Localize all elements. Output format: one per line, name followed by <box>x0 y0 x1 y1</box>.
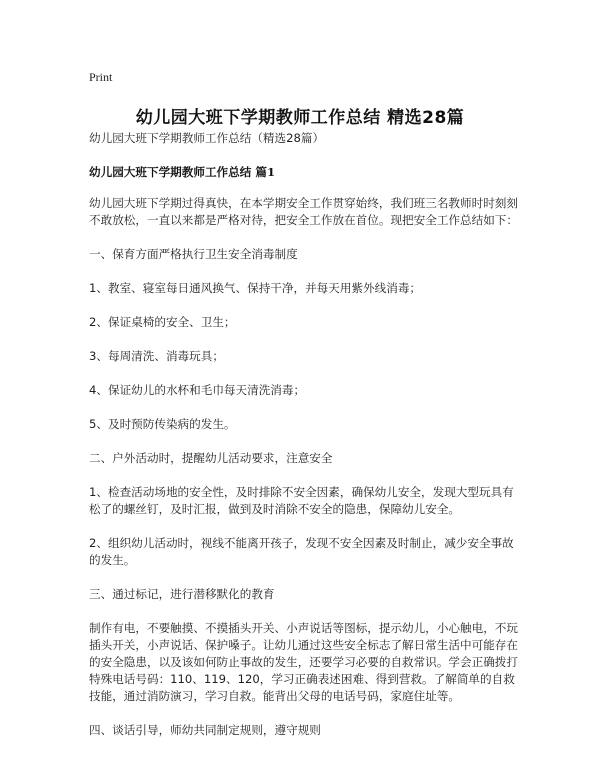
outdoor-item-1: 1、检查活动场地的安全性，及时排除不安全因素，确保幼儿安全，发现大型玩具有松了的螺丝钉，及时汇报，做到及时消除不安全的隐患，保障幼儿安全。 <box>89 485 514 516</box>
print-label[interactable]: Print <box>89 70 113 84</box>
heading-signs: 三、通过标记，进行潜移默化的教育 <box>89 587 275 601</box>
list-item-5: 5、及时预防传染病的发生。 <box>89 417 236 431</box>
document-subtitle: 幼儿园大班下学期教师工作总结（精选28篇） <box>89 131 325 145</box>
heading-rules: 四、谈话引导，师幼共同制定规则，遵守规则 <box>89 723 321 737</box>
document-body <box>89 130 519 739</box>
heading-outdoor: 二、户外活动时，提醒幼儿活动要求，注意安全 <box>89 451 333 465</box>
list-item-1: 1、教室、寝室每日通风换气、保持干净，并每天用紫外线消毒； <box>89 281 422 295</box>
outdoor-item-2: 2、组织幼儿活动时，视线不能离开孩子，发现不安全因素及时制止，减少安全事故的发生。 <box>89 536 514 567</box>
list-item-4: 4、保证幼儿的水杯和毛巾每天清洗消毒； <box>89 383 306 397</box>
intro-paragraph: 幼儿园大班下学期过得真快，在本学期安全工作贯穿始终，我们班三名教师时时刻刻不敢放松，一直以来都是严格对待，把安全工作放在首位。现把安全工作总结如下： <box>89 196 518 227</box>
heading-hygiene: 一、保育方面严格执行卫生安全消毒制度 <box>89 247 298 261</box>
document-title: 幼儿园大班下学期教师工作总结 精选28篇 <box>135 108 465 128</box>
signs-paragraph: 制作有电，不要触摸、不摸插头开关、小声说话等图标，提示幼儿，小心触电，不玩插头开关，小声说话、保护嗓子。让幼儿通过这些安全标志了解日常生活中可能存在的安全隐患，以及该如何防止事故的发生，还要学习必要的自救常识。学会正确拨打特殊电话号码：110、119、120，学习正确表述困难、得到营救。了解简单的自救技能，通过消防演习，学习自救。能背出父母的电话号码，家庭住址等。 <box>89 621 518 703</box>
section-heading: 幼儿园大班下学期教师工作总结 篇1 <box>89 165 276 179</box>
list-item-2: 2、保证桌椅的安全、卫生； <box>89 315 236 329</box>
list-item-3: 3、每周清洗、消毒玩具； <box>89 349 224 363</box>
